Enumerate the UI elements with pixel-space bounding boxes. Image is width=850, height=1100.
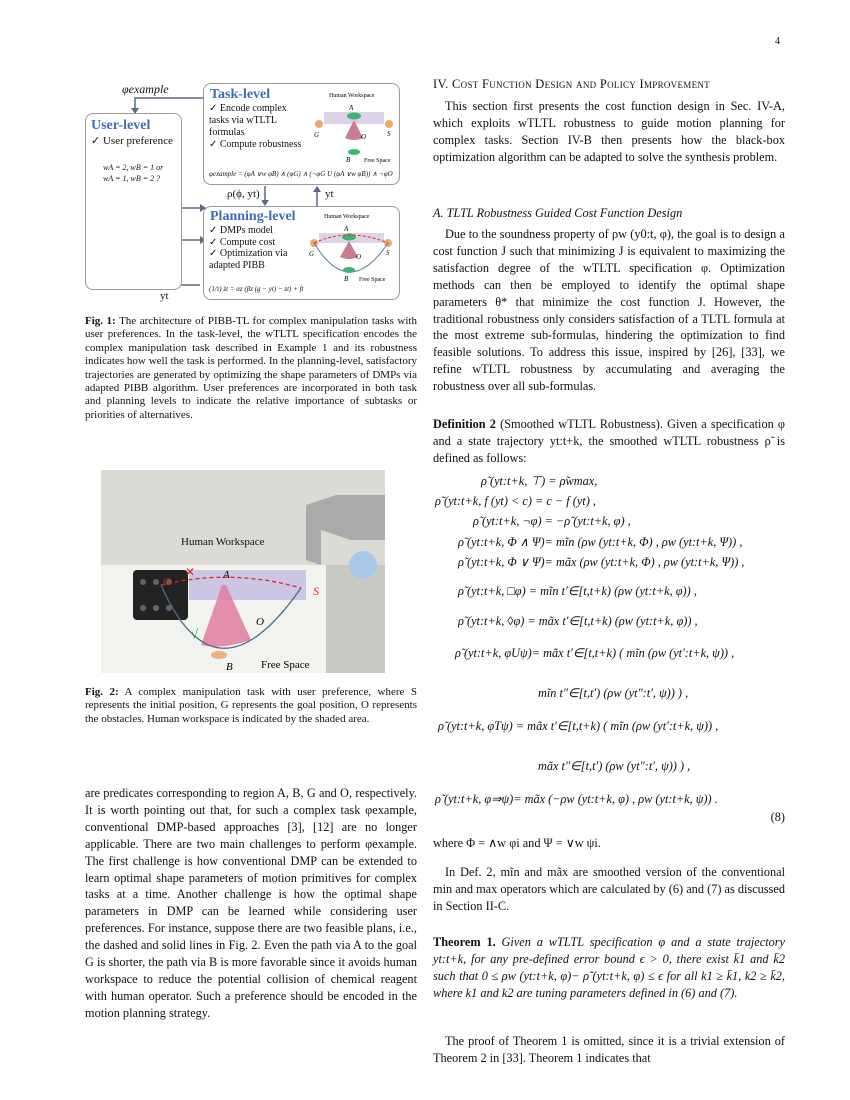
figure-1-caption: Fig. 1: The architecture of PIBB-TL for complex manipulation tasks with user preferences. In the task-level, the wTLTL specification encodes the complex manipulation task described in Example 1 and its robustness indicates how well the task is performed. In the planning-level, satisfactory trajectories are generated by optimizing the shape parameters of DMPs via adapted PIBB algorithm. User preferences are incorporated in both task and planning levels to indicate the relative importance of subtasks or priorities of alternatives. xyxy=(85,315,417,421)
svg-text:O: O xyxy=(361,133,367,141)
left-body-text: are predicates corresponding to region A, B, G and O, respectively. It is worth pointing out that, for such a complex task φexample, conventional DMP-based approaches [3], [12] are no longer applicable. There are two main challenges to perform φexample. The first challenge is how conventional DMP can be extended to learn optimal shape parameters of motion primitives for complex tasks at a time. Another challenge is how the optimal shape parameters in DMP can be learned while considering user preferences. For instance, suppose there are two feasible plans, i.e., the dashed and solid lines in Fig. 2. Even the path via A to the goal G is shorter, the path via B is more favorable since it avoids human workspace to reduce the potential collision of chemical reagent with human operator. Such a preference should be encoded in the motion planning strategy. xyxy=(85,786,417,1020)
planning-level-box: Planning-level ✓ DMPs model ✓ Compute cost ✓ Optimization via adapted PIBB (1/τ) żt = αz (βz (g − yt) − zt) + ft Human Workspace A G S O B Free Space xyxy=(203,206,400,300)
svg-text:O: O xyxy=(256,616,264,628)
theorem-1: Theorem 1. Given a wTLTL specification φ and a state trajectory yt:t+k, for any pre-defined error bound ϵ > 0, there exist k̄1 and k̄2 such that 0 ≤ ρw (yt:t+k, φ)− ρ̃ (yt:t+k, φ) ≤ ϵ for all k1 ≥ k̄1, k2 ≥ k̄2, where k1 and k2 are tuning parameters defined in (6) and (7). xyxy=(433,935,785,1000)
svg-text:A: A xyxy=(349,104,354,112)
page-number: 4 xyxy=(775,36,780,47)
svg-text:S: S xyxy=(313,584,319,598)
fig2-free-space-label: Free Space xyxy=(261,659,310,671)
svg-text:B: B xyxy=(344,275,349,283)
figure-2-photo xyxy=(101,470,385,673)
svg-text:B: B xyxy=(226,661,233,673)
planning-level-title: Planning-level xyxy=(210,209,296,224)
task-level-title: Task-level xyxy=(210,87,271,102)
user-preference-label: User preference xyxy=(102,135,173,147)
svg-text:√: √ xyxy=(191,626,199,641)
svg-text:G: G xyxy=(309,250,315,258)
svg-text:G: G xyxy=(163,577,171,588)
task-formula: φexample = (φA ∨w φB) ∧ (φG) ∧ (¬φG U (φA ∨w φB)) ∧ ¬φO xyxy=(209,170,393,178)
yt-label: yt xyxy=(325,188,334,200)
definition-2: Definition 2 (Smoothed wTLTL Robustness). Given a specification φ and a state trajectory yt:t+k, the smoothed wTLTL robustness ρ̃ is defined as follows: xyxy=(433,417,786,465)
yt-bottom-label: yt xyxy=(160,290,169,302)
svg-text:Human Workspace: Human Workspace xyxy=(324,214,370,220)
subsection-title: A. TLTL Robustness Guided Cost Function Design xyxy=(433,206,683,220)
svg-text:A: A xyxy=(344,225,349,233)
task-diagram xyxy=(309,90,397,165)
rho-label: ρ(ϕ, yt) xyxy=(227,188,260,200)
task-level-box: Task-level ✓ Encode complex tasks via wTLTL formulas ✓ Compute robustness φexample = (φA ∨w φB) ∧ (φG) ∧ (¬φG U (φA ∨w φB)) ∧ ¬φO Human Workspace A G S O B Free Space xyxy=(203,83,400,185)
last-paragraph: The proof of Theorem 1 is omitted, since it is a trivial extension of Theorem 2 in [33]. Theorem 1 indicates that xyxy=(433,1034,785,1065)
svg-text:G: G xyxy=(314,131,320,139)
user-level-box: User-level ✓ User preference xyxy=(85,113,182,290)
phi-example-label: φexample xyxy=(122,82,169,96)
definition-paragraph: In Def. 2, mĩn and mãx are smoothed version of the conventional min and max operators which are calculated by (6) and (7) as discussed in Section II-C. xyxy=(433,865,785,913)
section-title: IV. Cost Function Design and Policy Improvement xyxy=(433,77,710,91)
svg-text:Human Workspace: Human Workspace xyxy=(329,93,375,99)
equation-number: (8) xyxy=(770,810,785,824)
svg-text:A: A xyxy=(223,569,230,581)
figure-2-caption: Fig. 2: A complex manipulation task with user preference, where S represents the initial position, G represents the goal position, O represents the obstacles. Human workspace is indicated by the shaded area. xyxy=(85,686,417,725)
svg-text:Free Space: Free Space xyxy=(359,277,386,283)
svg-text:B: B xyxy=(346,156,351,164)
where-text: where Φ = ∧w φi and Ψ = ∨w ψi. xyxy=(433,836,601,850)
user-level-title: User-level xyxy=(91,118,151,133)
svg-text:Free Space: Free Space xyxy=(364,158,391,164)
figure-1 xyxy=(85,78,415,306)
equation-8: ρ̃ (yt:t+k, ⊤) = ρ̃wmax, ρ̃ (yt:t+k, f (yt) < c) = c − f (yt) , ρ̃ (yt:t+k, ¬φ) = −ρ̃ (yt:t+k, φ) , ρ̃ (yt:t+k, Φ ∧ Ψ)= mĩn (ρw (yt:t+k, Φ) , ρw (yt:t+k, Ψ)) , ρ̃ (yt:t+k, Φ ∨ Ψ)= mãx (ρw (yt:t+k, Φ) , ρw (yt:t+k, Ψ)) , ρ̃ (yt:t+k, □φ) = mĩn t′∈[t,t+k) (ρw (yt:t+k, φ)) , ρ̃ (yt:t+k, ◊φ) = mãx t′∈[t,t+k) (ρw (yt:t+k, φ)) , ρ̃ (yt:t+k, φUψ)= mãx t′∈[t,t+k) ( mĩn (ρw (yt′:t+k, ψ)) , mĩn t″∈[t,t′) (ρw (yt″:t′, ψ)) ) , ρ̃ (yt:t+k, φTψ) = mãx t′∈[t,t+k) ( mĩn (ρw (yt′:t+k, ψ)) , mãx t″∈[t,t′) (ρw (yt″:t′, ψ)) ) , ρ̃ (yt:t+k, φ⇒ψ)= mãx (−ρw (yt:t+k, φ) , ρw (yt:t+k, ψ)) . (8) xyxy=(435,474,785,824)
subsection-paragraph: Due to the soundness property of ρw (y0:t, φ), the goal is to design a cost function J such that minimizing J is equivalent to maximizing the satisfaction degree of the wTLTL specification φ. Optimization methods can then be employed to identify the optimal shape parameters θ* that minimize the cost function J. However, the traditional robustness only considers satisfaction of a TLTL formula at the most extreme sub-formulas, hindering the optimization to find feasible solutions. To address this issue, inspired by [26], [33], we refine wTLTL robustness by accumulating and averaging the robustness over all sub-formulas. xyxy=(433,227,785,394)
fig2-human-workspace-label: Human Workspace xyxy=(181,536,265,548)
bubble-text: wA = 2, wB = 1 or wA = 1, wB = 2 ? xyxy=(103,163,164,183)
planning-formula: (1/τ) żt = αz (βz (g − yt) − zt) + ft xyxy=(209,285,304,293)
section-intro: This section first presents the cost function design in Sec. IV-A, which exploits wTLTL robustness to guide motion planning for complex tasks. Section IV-B then presents how the black-box optimization algorithm can be adapted to solve the synthesis problem. xyxy=(433,99,785,164)
svg-text:O: O xyxy=(356,253,362,261)
svg-text:S: S xyxy=(387,130,391,138)
planning-diagram xyxy=(304,211,396,286)
svg-text:✕: ✕ xyxy=(185,565,196,579)
svg-text:S: S xyxy=(386,249,390,257)
